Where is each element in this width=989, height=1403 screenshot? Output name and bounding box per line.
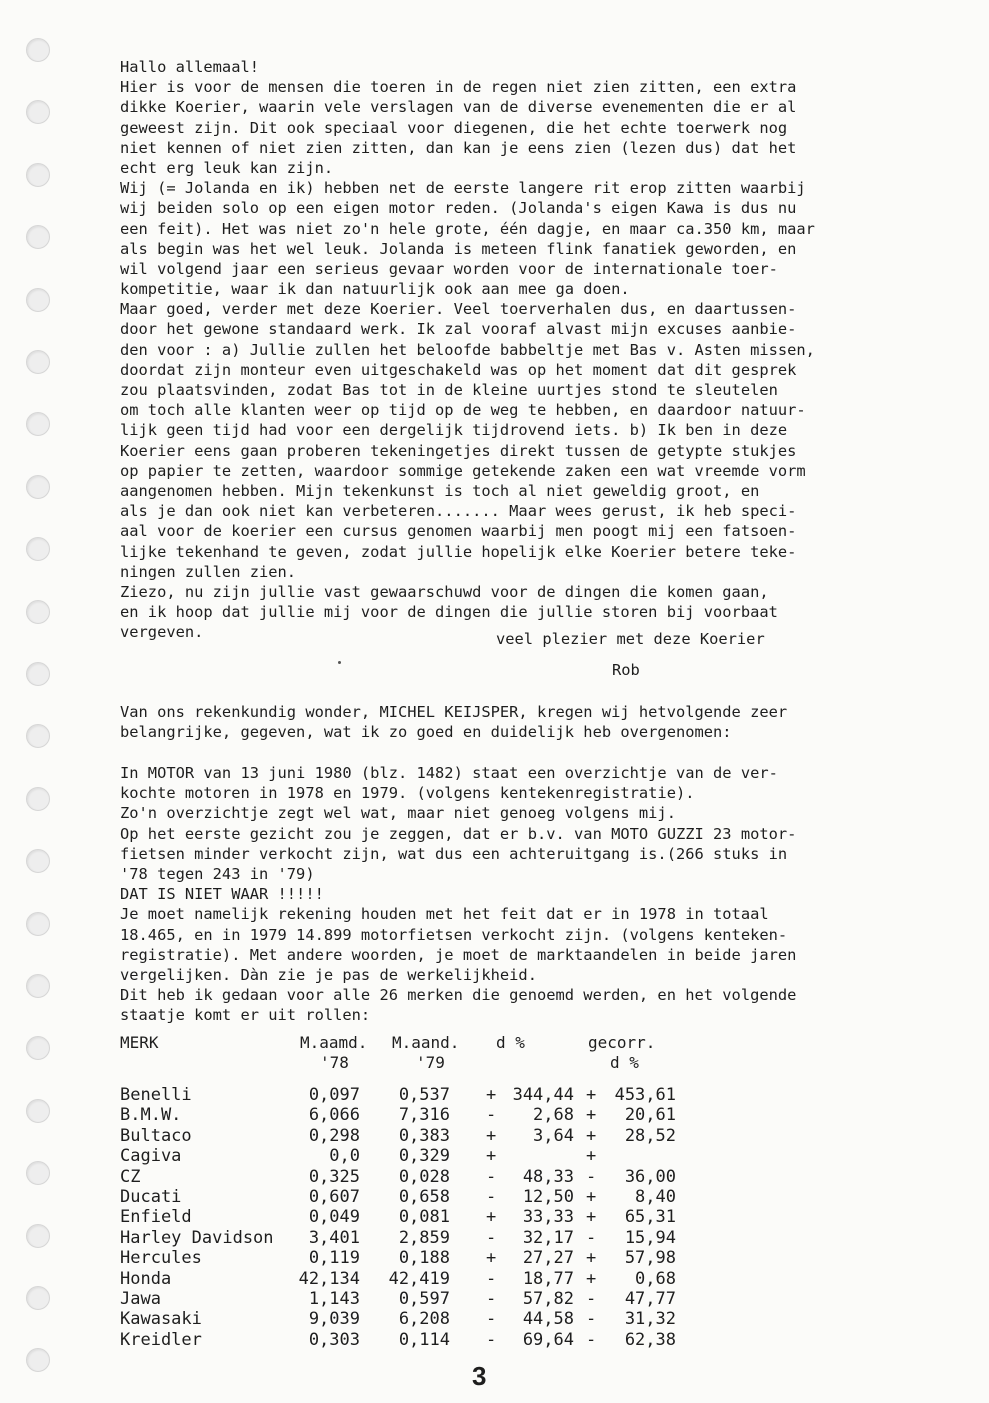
binder-hole [26, 537, 50, 561]
intro-line: Van ons rekenkundig wonder, MICHEL KEIJSPER, kregen wij hetvolgende zeer [120, 703, 788, 721]
table-row [120, 1146, 680, 1166]
cell-m79: 0,081 [398, 1207, 450, 1228]
article-line: 18.465, en in 1979 14.899 motorfietsen verkocht zijn. (volgens kenteken- [120, 925, 788, 944]
cell-m78: 6,066 [308, 1105, 360, 1126]
letter-line: aangenomen hebben. Mijn tekenkunst is toch al niet geweldig groot, en [120, 481, 760, 500]
table-row [120, 1330, 680, 1350]
cell-m79: 0,658 [398, 1187, 450, 1207]
cell-m79: 0,383 [398, 1125, 450, 1146]
letter-line: niet kennen of niet zien zitten, dan kan je eens zien (lezen dus) dat het [120, 138, 797, 157]
cell-g: 28,52 [624, 1125, 676, 1146]
cell-ds: - [486, 1187, 497, 1207]
cell-m79: 42,419 [388, 1268, 450, 1289]
letter-line: om toch alle klanten weer op tijd op de weg te hebben, en daardoor natuur- [120, 401, 806, 420]
letter-text [120, 57, 980, 642]
header-gecorr: gecorr. [588, 1033, 656, 1052]
cell-gs: + [586, 1125, 597, 1146]
letter-line: Maar goed, verder met deze Koerier. Veel toerverhalen dus, en daartussen- [120, 300, 797, 319]
table-row [120, 1248, 680, 1268]
article-line: vergelijken. Dàn zie je pas de werkelijkheid. [120, 965, 537, 984]
cell-m78: 0,325 [308, 1166, 360, 1187]
table-row [120, 1187, 680, 1207]
cell-m78: 1,143 [308, 1289, 360, 1309]
article-line: Zo'n overzichtje zegt wel wat, maar niet genoeg volgens mij. [120, 804, 676, 823]
cell-d: 3,64 [533, 1125, 574, 1146]
cell-g: 15,94 [624, 1227, 676, 1248]
letter-line: als begin was het wel leuk. Jolanda is meteen flink fanatiek geworden, en [120, 239, 797, 258]
letter-line: lijk geen tijd had voor een dergelijk tijdrovend iets. b) Ik ben in deze [120, 421, 788, 440]
cell-m79: 0,188 [398, 1248, 450, 1269]
letter-line: als je dan ook niet kan verbeteren....... Maar wees gerust, ik heb speci- [120, 502, 797, 521]
cell-ds: - [486, 1289, 497, 1309]
binder-hole [26, 1286, 50, 1310]
article-line: Op het eerste gezicht zou je zeggen, dat er b.v. van MOTO GUZZI 23 motor- [120, 824, 797, 843]
cell-m78: 0,0 [329, 1146, 360, 1167]
binder-hole [26, 100, 50, 124]
article-text [120, 763, 980, 1025]
cell-ds: + [486, 1125, 497, 1146]
cell-g: 47,77 [624, 1289, 676, 1309]
cell-ds: + [486, 1248, 497, 1269]
letter-line: vergeven. [120, 623, 204, 642]
cell-merk: Kreidler [120, 1329, 202, 1350]
cell-g: 62,38 [624, 1329, 676, 1350]
cell-gs: + [586, 1085, 597, 1105]
closing-line: veel plezier met deze Koerier [496, 630, 765, 648]
cell-m78: 0,049 [308, 1207, 360, 1228]
cell-ds: - [486, 1166, 497, 1187]
binder-hole [26, 662, 50, 686]
letter-line: Koerier eens gaan proberen tekeningetjes direkt tussen de getypte stukjes [120, 441, 797, 460]
intro-line: belangrijke, gegeven, wat ik zo goed en duidelijk heb overgenomen: [120, 723, 732, 742]
cell-gs: - [586, 1166, 597, 1187]
header-merk: MERK [120, 1033, 159, 1052]
cell-gs: - [586, 1289, 597, 1309]
cell-d: 57,82 [522, 1289, 574, 1309]
table-row [120, 1105, 680, 1125]
cell-m78: 0,298 [308, 1125, 360, 1146]
letter-line: Hier is voor de mensen die toeren in de regen niet zien zitten, een extra [120, 78, 797, 97]
table-row [120, 1085, 680, 1105]
article-line: registratie). Met andere woorden, je moet de marktaandelen in beide jaren [120, 945, 797, 964]
cell-d: 2,68 [533, 1105, 574, 1126]
cell-merk: Hercules [120, 1248, 202, 1269]
cell-g: 36,00 [624, 1166, 676, 1187]
cell-gs: + [586, 1146, 597, 1167]
cell-g: 0,68 [635, 1268, 676, 1289]
cell-m79: 2,859 [398, 1227, 450, 1248]
cell-merk: Jawa [120, 1289, 161, 1309]
cell-m78: 0,607 [308, 1187, 360, 1207]
cell-g: 20,61 [624, 1105, 676, 1126]
cell-d: 27,27 [522, 1248, 574, 1269]
cell-ds: + [486, 1085, 497, 1105]
page-number: 3 [472, 1361, 487, 1391]
cell-gs: - [586, 1329, 597, 1350]
cell-d: 69,64 [522, 1329, 574, 1350]
cell-m79: 6,208 [398, 1309, 450, 1330]
cell-m78: 0,119 [308, 1248, 360, 1269]
article-line: In MOTOR van 13 juni 1980 (blz. 1482) staat een overzichtje van de ver- [120, 764, 778, 782]
header-m78: M.aamd. [300, 1033, 368, 1052]
cell-ds: - [486, 1105, 497, 1126]
cell-merk: Cagiva [120, 1146, 182, 1167]
cell-d: 48,33 [522, 1166, 574, 1187]
letter-line: wil volgend jaar een serieus gevaar worden voor de internationale toer- [120, 259, 778, 278]
cell-gs: + [586, 1187, 597, 1207]
letter-line: ningen zullen zien. [120, 562, 297, 581]
cell-gs: + [586, 1207, 597, 1228]
cell-merk: Honda [120, 1268, 172, 1289]
letter-line: Hallo allemaal! [120, 58, 259, 76]
letter-line: wij beiden solo op een eigen motor reden. (Jolanda's eigen Kawa is dus nu [120, 199, 797, 218]
stray-dot [338, 661, 341, 664]
cell-ds: - [486, 1268, 497, 1289]
binder-hole [26, 38, 50, 62]
header-d: d % [496, 1033, 525, 1052]
binder-hole [26, 225, 50, 249]
table-header-row [120, 1033, 656, 1053]
binder-hole [26, 1036, 50, 1060]
cell-m79: 0,597 [398, 1289, 450, 1309]
binder-hole [26, 288, 50, 312]
cell-d: 18,77 [522, 1268, 574, 1289]
cell-m78: 42,134 [298, 1268, 360, 1289]
cell-ds: + [486, 1146, 497, 1167]
letter-line: echt erg leuk kan zijn. [120, 158, 334, 177]
cell-m79: 0,114 [398, 1329, 450, 1350]
binder-hole [26, 974, 50, 998]
table-row [120, 1228, 680, 1248]
cell-m78: 9,039 [308, 1309, 360, 1330]
table-header-row-2 [120, 1053, 639, 1073]
binder-hole [26, 412, 50, 436]
binder-hole [26, 350, 50, 374]
letter-line: dikke Koerier, waarin vele verslagen van de diverse evenementen die er al [120, 98, 797, 117]
table-row [120, 1126, 680, 1146]
letter-line: kompetitie, waar ik dan natuurlijk ook aan mee ga doen. [120, 280, 630, 299]
binder-hole [26, 1099, 50, 1123]
cell-ds: - [486, 1309, 497, 1330]
cell-gs: + [586, 1248, 597, 1269]
header-year-78: '78 [320, 1053, 349, 1072]
binder-hole [26, 1348, 50, 1372]
binder-hole [26, 724, 50, 748]
letter-line: geweest zijn. Dit ook speciaal voor diegenen, die het echte toerwerk nog [120, 118, 788, 137]
cell-g: 453,61 [614, 1085, 676, 1105]
cell-merk: Bultaco [120, 1125, 192, 1146]
article-line: staatje komt er uit rollen: [120, 1006, 371, 1025]
letter-line: Ziezo, nu zijn jullie vast gewaarschuwd voor de dingen die komen gaan, [120, 582, 769, 601]
cell-d: 344,44 [512, 1085, 574, 1105]
cell-d: 12,50 [522, 1187, 574, 1207]
article-line: DAT IS NIET WAAR !!!!! [120, 885, 324, 904]
cell-m78: 0,097 [308, 1085, 360, 1105]
cell-ds: + [486, 1207, 497, 1228]
table-row [120, 1289, 680, 1309]
cell-gs: + [586, 1105, 597, 1126]
cell-d: 44,58 [522, 1309, 574, 1330]
cell-gs: - [586, 1227, 597, 1248]
cell-merk: Kawasaki [120, 1309, 202, 1330]
cell-m79: 0,537 [398, 1085, 450, 1105]
cell-gs: - [586, 1309, 597, 1330]
letter-line: Wij (= Jolanda en ik) hebben net de eerste langere rit erop zitten waarbij [120, 179, 806, 198]
article-line: Je moet namelijk rekening houden met het feit dat er in 1978 in totaal [120, 905, 769, 924]
cell-d: 33,33 [522, 1207, 574, 1228]
cell-g: 8,40 [635, 1187, 676, 1207]
cell-merk: Enfield [120, 1207, 192, 1228]
cell-ds: - [486, 1329, 497, 1350]
cell-g: 31,32 [624, 1309, 676, 1330]
cell-merk: Benelli [120, 1085, 192, 1105]
binder-hole [26, 1161, 50, 1185]
letter-line: den voor : a) Jullie zullen het beloofde babbeltje met Bas v. Asten missen, [120, 340, 815, 359]
cell-m79: 7,316 [398, 1105, 450, 1126]
cell-m79: 0,329 [398, 1146, 450, 1167]
intro-text [120, 702, 980, 742]
cell-merk: Harley Davidson [120, 1227, 274, 1248]
article-line: kochte motoren in 1978 en 1979. (volgens kentekenregistratie). [120, 784, 695, 803]
cell-merk: Ducati [120, 1187, 182, 1207]
signature: Rob [612, 661, 640, 679]
header-m79: M.aand. [392, 1033, 460, 1052]
table-row [120, 1207, 680, 1227]
cell-d: 32,17 [522, 1227, 574, 1248]
binder-hole [26, 475, 50, 499]
table-row [120, 1167, 680, 1187]
header-gecorr-d: d % [610, 1053, 639, 1072]
binder-hole [26, 600, 50, 624]
article-line: Dit heb ik gedaan voor alle 26 merken die genoemd werden, en het volgende [120, 986, 797, 1005]
letter-line: een feit). Het was niet zo'n hele grote, één dagje, en maar ca.350 km, maar [120, 219, 815, 238]
cell-g: 57,98 [624, 1248, 676, 1269]
article-line: fietsen minder verkocht zijn, wat dus een achteruitgang is.(266 stuks in [120, 844, 788, 863]
letter-line: en ik hoop dat jullie mij voor de dingen die jullie storen bij voorbaat [120, 603, 778, 622]
binder-hole [26, 1224, 50, 1248]
binder-holes [26, 38, 50, 1398]
letter-line: op papier te zetten, waardoor sommige getekende zaken een wat vreemde vorm [120, 461, 806, 480]
letter-line: lijke tekenhand te geven, zodat jullie hopelijk elke Koerier betere teke- [120, 542, 797, 561]
binder-hole [26, 163, 50, 187]
binder-hole [26, 787, 50, 811]
article-line: '78 tegen 243 in '79) [120, 864, 315, 883]
binder-hole [26, 849, 50, 873]
cell-gs: + [586, 1268, 597, 1289]
cell-merk: CZ [120, 1166, 141, 1187]
letter-line: doordat zijn monteur even uitgeschakeld was op het moment dat dit gesprek [120, 360, 797, 379]
cell-ds: - [486, 1227, 497, 1248]
cell-m78: 3,401 [308, 1227, 360, 1248]
cell-g: 65,31 [624, 1207, 676, 1228]
cell-m78: 0,303 [308, 1329, 360, 1350]
cell-merk: B.M.W. [120, 1105, 182, 1126]
binder-hole [26, 912, 50, 936]
header-year-79: '79 [416, 1053, 445, 1072]
table-row [120, 1309, 680, 1329]
letter-line: zou plaatsvinden, zodat Bas tot in de kleine uurtjes stond te sleutelen [120, 381, 778, 399]
cell-m79: 0,028 [398, 1166, 450, 1187]
letter-line: aal voor de koerier een cursus genomen waarbij men poogt mij een fatsoen- [120, 522, 797, 541]
table-row [120, 1269, 680, 1289]
letter-line: door het gewone standaard werk. Ik zal vooraf alvast mijn excuses aanbie- [120, 320, 797, 339]
